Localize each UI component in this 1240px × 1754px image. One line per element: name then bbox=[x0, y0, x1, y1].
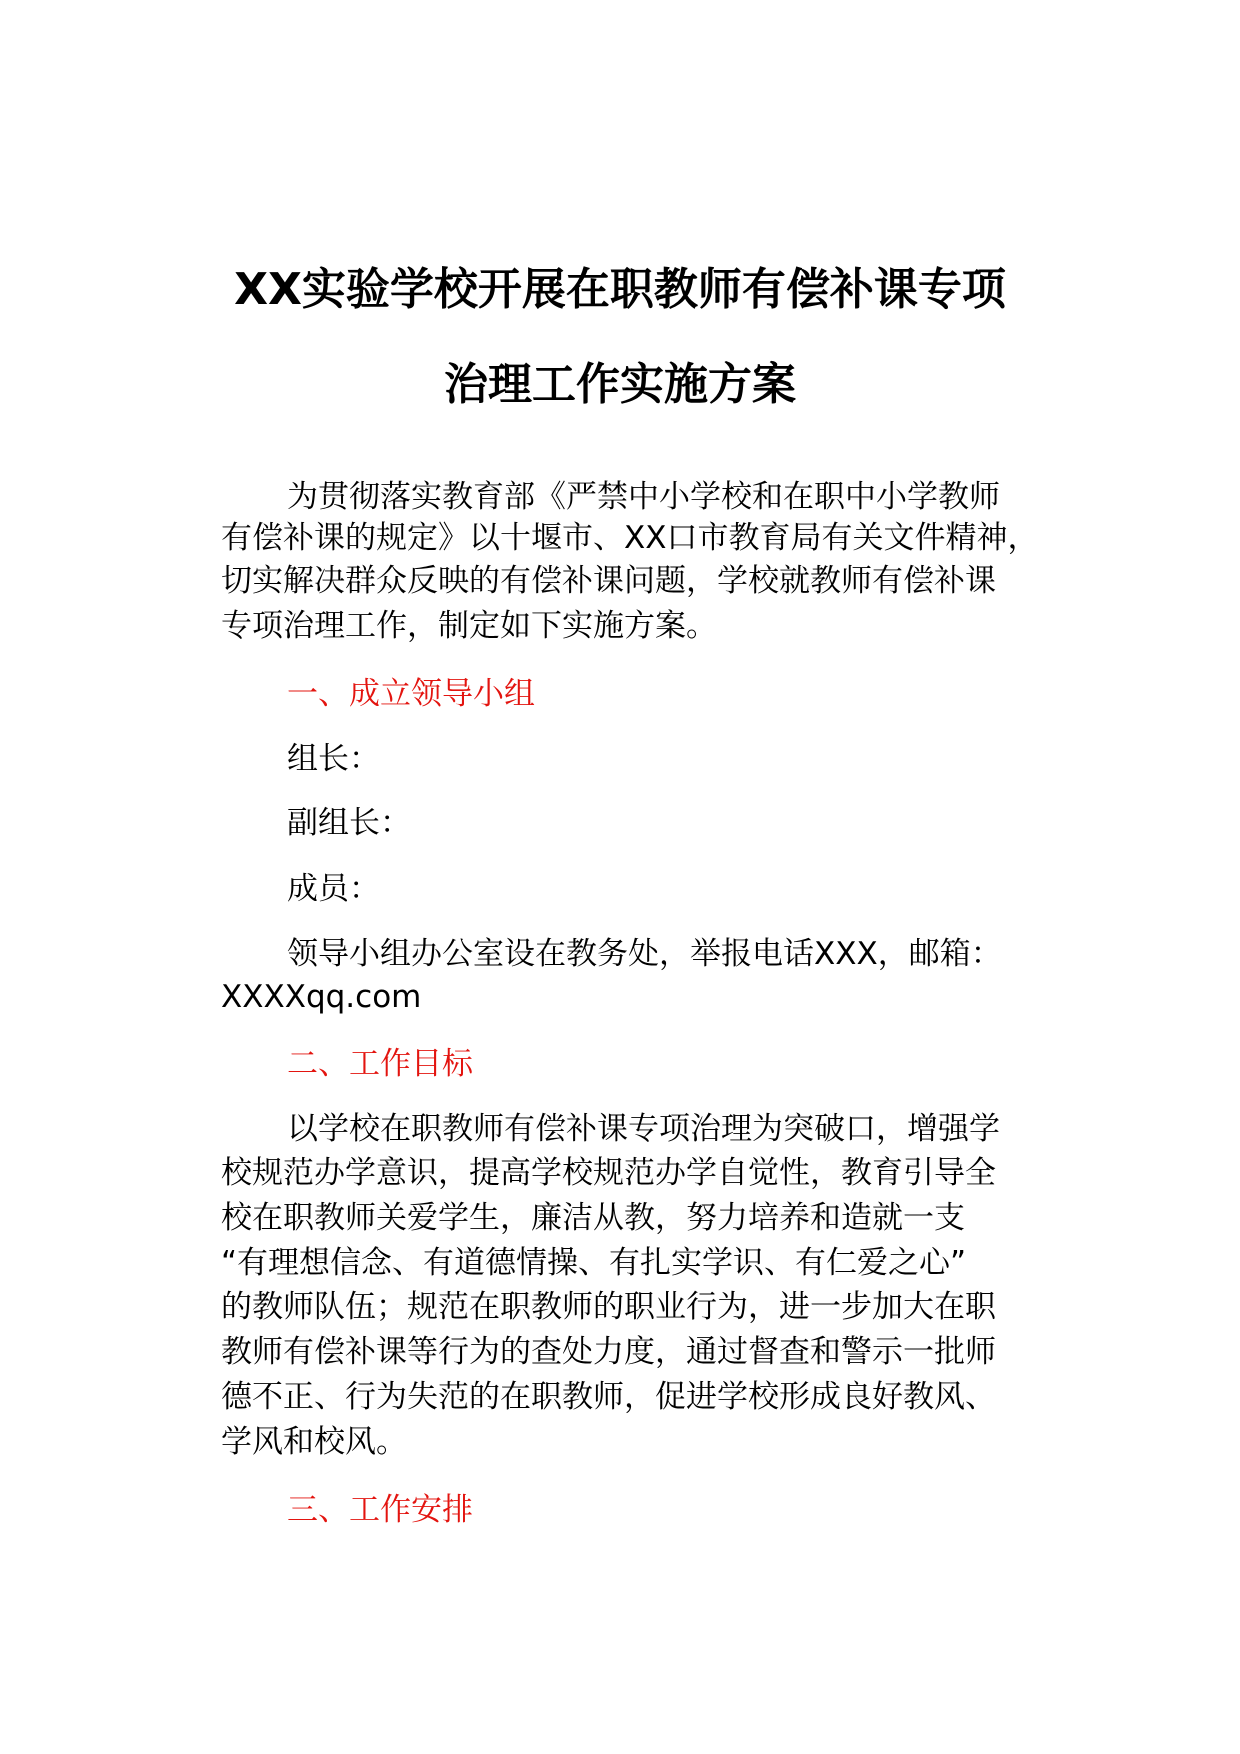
office-line-1: 领导小组办公室设在教务处，举报电话XXX，邮箱： bbox=[287, 936, 1002, 972]
goal-line-4: “有理想信念、有道德情操、有扎实学识、有仁爱之心” bbox=[221, 1245, 967, 1281]
intro-line-4: 专项治理工作，制定如下实施方案。 bbox=[221, 608, 717, 644]
goal-line-3: 校在职教师关爱学生，廉洁从教，努力培养和造就一支 bbox=[221, 1200, 965, 1236]
intro-line-2: 有偿补课的规定》以十堰市、XX口市教育局有关文件精神， bbox=[221, 520, 1039, 556]
document-title-line-2: 治理工作实施方案 bbox=[444, 359, 796, 410]
section-3-heading: 三、工作安排 bbox=[287, 1492, 473, 1528]
goal-line-6: 教师有偿补课等行为的查处力度，通过督查和警示一批师 bbox=[221, 1334, 996, 1370]
goal-line-2: 校规范办学意识，提高学校规范办学自觉性，教育引导全 bbox=[221, 1155, 996, 1191]
document-title-line-1: XX实验学校开展在职教师有偿补课专项 bbox=[234, 264, 1006, 315]
goal-line-5: 的教师队伍；规范在职教师的职业行为，进一步加大在职 bbox=[221, 1289, 996, 1325]
section-1-heading: 一、成立领导小组 bbox=[287, 676, 535, 712]
members-label: 成员： bbox=[287, 871, 380, 907]
leader-label: 组长： bbox=[287, 741, 380, 777]
office-line-2: XXXXqq.com bbox=[221, 979, 422, 1015]
deputy-leader-label: 副组长： bbox=[287, 805, 411, 841]
goal-line-8: 学风和校风。 bbox=[221, 1424, 407, 1460]
goal-line-1: 以学校在职教师有偿补课专项治理为突破口，增强学 bbox=[287, 1111, 1000, 1147]
intro-line-3: 切实解决群众反映的有偿补课问题，学校就教师有偿补课 bbox=[221, 563, 996, 599]
section-2-heading: 二、工作目标 bbox=[287, 1046, 473, 1082]
intro-line-1: 为贯彻落实教育部《严禁中小学校和在职中小学教师 bbox=[287, 479, 1000, 515]
goal-line-7: 德不正、行为失范的在职教师，促进学校形成良好教风、 bbox=[221, 1379, 996, 1415]
